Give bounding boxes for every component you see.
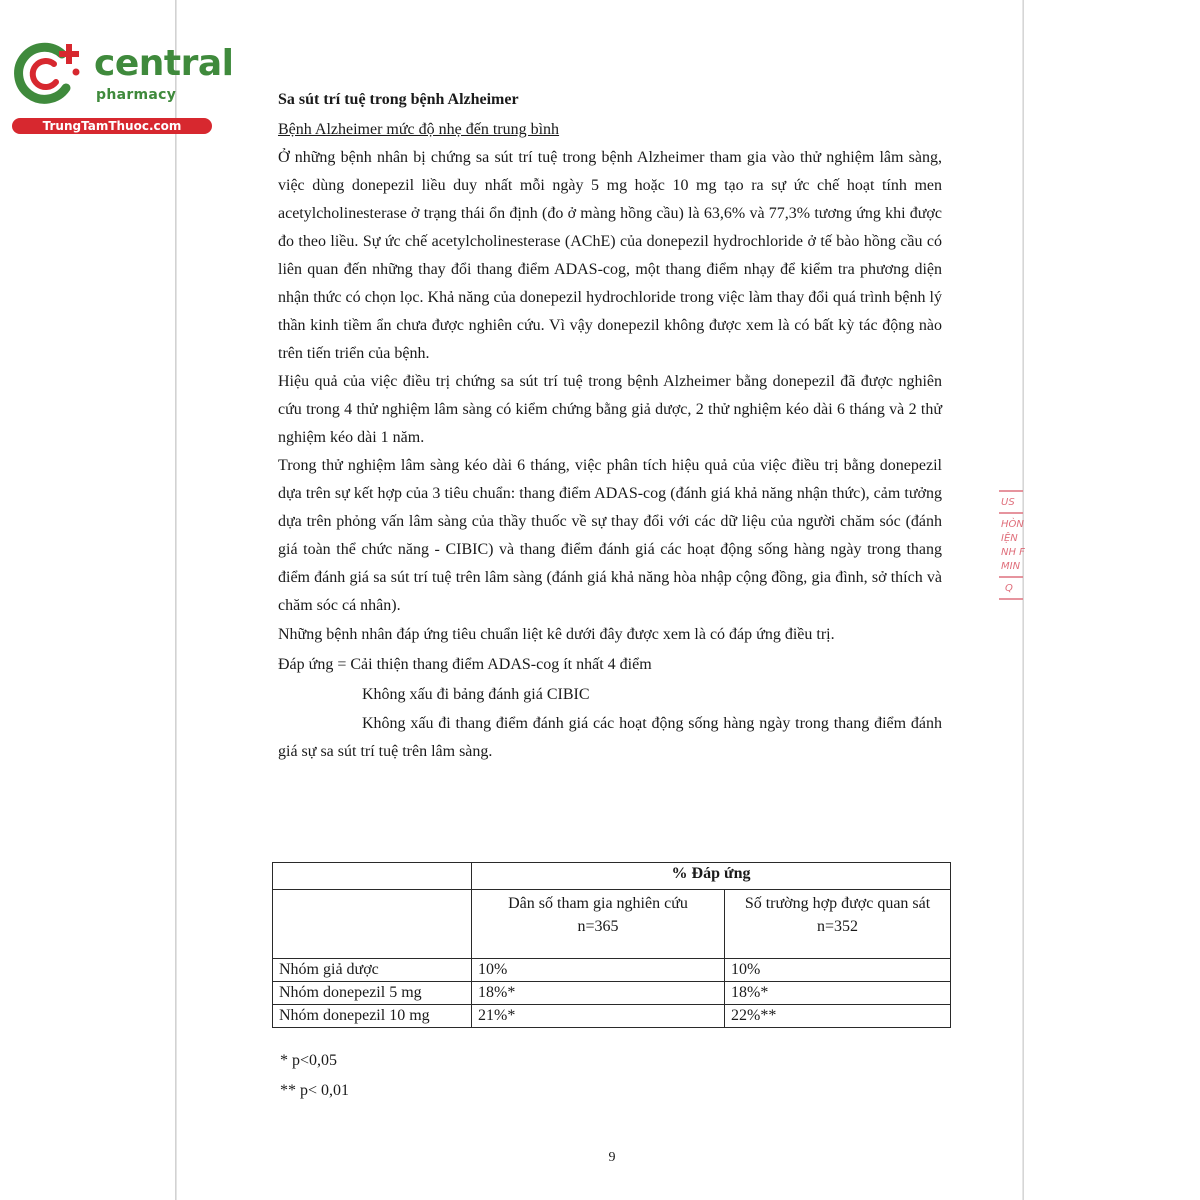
table-column-header (725, 890, 951, 959)
table-row (273, 982, 951, 1005)
table-cell: 22%** (725, 1005, 951, 1028)
footnote: * p<0,05 (280, 1052, 338, 1069)
table-cell: 10% (725, 959, 951, 982)
stamp-text-line: NH F (1001, 547, 1025, 558)
criteria-item: Không xấu đi bảng đánh giá CIBIC (362, 686, 590, 703)
table-corner-cell (273, 890, 472, 959)
table-row (273, 959, 951, 982)
table-group-header: % Đáp ứng (472, 863, 951, 890)
page-number: 9 (608, 1150, 616, 1165)
right-margin-background (1024, 0, 1200, 1200)
logo-website: TrungTamThuoc.com (12, 118, 212, 134)
stamp-rule (999, 598, 1023, 600)
central-pharmacy-logo[interactable] (8, 38, 234, 138)
stamp-text-line: Q (1005, 583, 1013, 594)
stamp-text-line: IỆN (1001, 533, 1018, 544)
table-header-row (273, 863, 951, 890)
table-row (273, 1005, 951, 1028)
logo-subtitle: pharmacy (96, 87, 177, 103)
column-header-n: n=352 (816, 918, 859, 935)
stamp-rule (999, 512, 1023, 514)
stamp-text-line: US (1001, 497, 1015, 508)
criteria-item: Không xấu đi thang điểm đánh giá các hoạt động sống hàng ngày trong thang điểm đánh giá sự sa sút trí tuệ trên lâm sàng. (278, 715, 942, 760)
table-cell: 10% (472, 959, 725, 982)
paragraph: Ở những bệnh nhân bị chứng sa sút trí tuệ trong bệnh Alzheimer tham gia vào thử nghiệm lâm sàng, việc dùng donepezil liều duy nhất mỗi ngày 5 mg hoặc 10 mg tạo ra sự ức chế hoạt tính men acetylcholinesterase ở trạng thái ổn định (đo ở màng hồng cầu) là 63,6% và 77,3% tương ứng khi được đo theo liều. Sự ức chế acetylcholinesterase (AChE) của donepezil hydrochloride ở tế bào hồng cầu có liên quan đến những thay đổi thang điểm ADAS-cog, một thang điểm nhạy để kiểm tra phương diện nhận thức có chọn lọc. Khả năng của donepezil hydrochloride trong việc làm thay đổi quá trình bệnh lý thần kinh tiềm ẩn chưa được nghiên cứu. Vì vậy donepezil không được xem là có bất kỳ tác động nào trên tiến triển của bệnh. (278, 149, 942, 362)
table-subheader-row (273, 890, 951, 959)
table-cell: 18%* (472, 982, 725, 1005)
table-column-header (472, 890, 725, 959)
table-row-label: Nhóm giả dược (273, 959, 472, 982)
table-row-label: Nhóm donepezil 5 mg (273, 982, 472, 1005)
section-subheading: Bệnh Alzheimer mức độ nhẹ đến trung bình (278, 121, 560, 138)
document-body (278, 86, 942, 766)
table-corner-cell (273, 863, 472, 890)
table-cell: 18%* (725, 982, 951, 1005)
logo-name: central (94, 43, 234, 84)
footnote: ** p< 0,01 (280, 1082, 350, 1099)
paragraph: Hiệu quả của việc điều trị chứng sa sút trí tuệ trong bệnh Alzheimer bằng donepezil đã được nghiên cứu trong 4 thử nghiệm lâm sàng có kiểm chứng bằng giả dược, 2 thử nghiệm kéo dài 6 tháng và 2 thử nghiệm kéo dài 1 năm. (278, 373, 942, 446)
stamp-rule (999, 576, 1023, 578)
paragraph: Trong thử nghiệm lâm sàng kéo dài 6 tháng, việc phân tích hiệu quả của việc điều trị bằng donepezil dựa trên sự kết hợp của 3 tiêu chuẩn: thang điểm ADAS-cog (đánh giá khả năng nhận thức), cảm tưởng dựa trên phỏng vấn lâm sàng của thầy thuốc về sự thay đổi với các dữ liệu của người chăm sóc (đánh giá toàn thể chức năng - CIBIC) và thang điểm đánh giá các hoạt động sống hàng ngày trong thang điểm đánh giá sa sút trí tuệ trên lâm sàng (đánh giá khả năng hòa nhập cộng đồng, gia đình, sở thích và chăm sóc cá nhân). (278, 457, 942, 614)
column-header-n: n=365 (577, 918, 619, 935)
stamp-text-line: HÒN (1001, 519, 1024, 530)
page-edge-left (175, 0, 177, 1200)
logo-c-cross-icon (10, 38, 88, 108)
criteria-intro: Những bệnh nhân đáp ứng tiêu chuẩn liệt kê dưới đây được xem là có đáp ứng điều trị. (278, 626, 835, 643)
stamp-text-line: MIN (1001, 561, 1021, 572)
table-row-label: Nhóm donepezil 10 mg (273, 1005, 472, 1028)
response-table (272, 862, 951, 1028)
stamp-rule (999, 490, 1023, 492)
criteria-item: Đáp ứng = Cải thiện thang điểm ADAS-cog ít nhất 4 điểm (278, 656, 652, 673)
column-header-label: Số trường hợp được quan sát (744, 895, 931, 912)
table-cell: 21%* (472, 1005, 725, 1028)
column-header-label: Dân số tham gia nghiên cứu (508, 895, 688, 912)
section-heading: Sa sút trí tuệ trong bệnh Alzheimer (278, 91, 519, 108)
left-margin-background (0, 0, 176, 1200)
official-stamp-fragment (995, 488, 1025, 638)
